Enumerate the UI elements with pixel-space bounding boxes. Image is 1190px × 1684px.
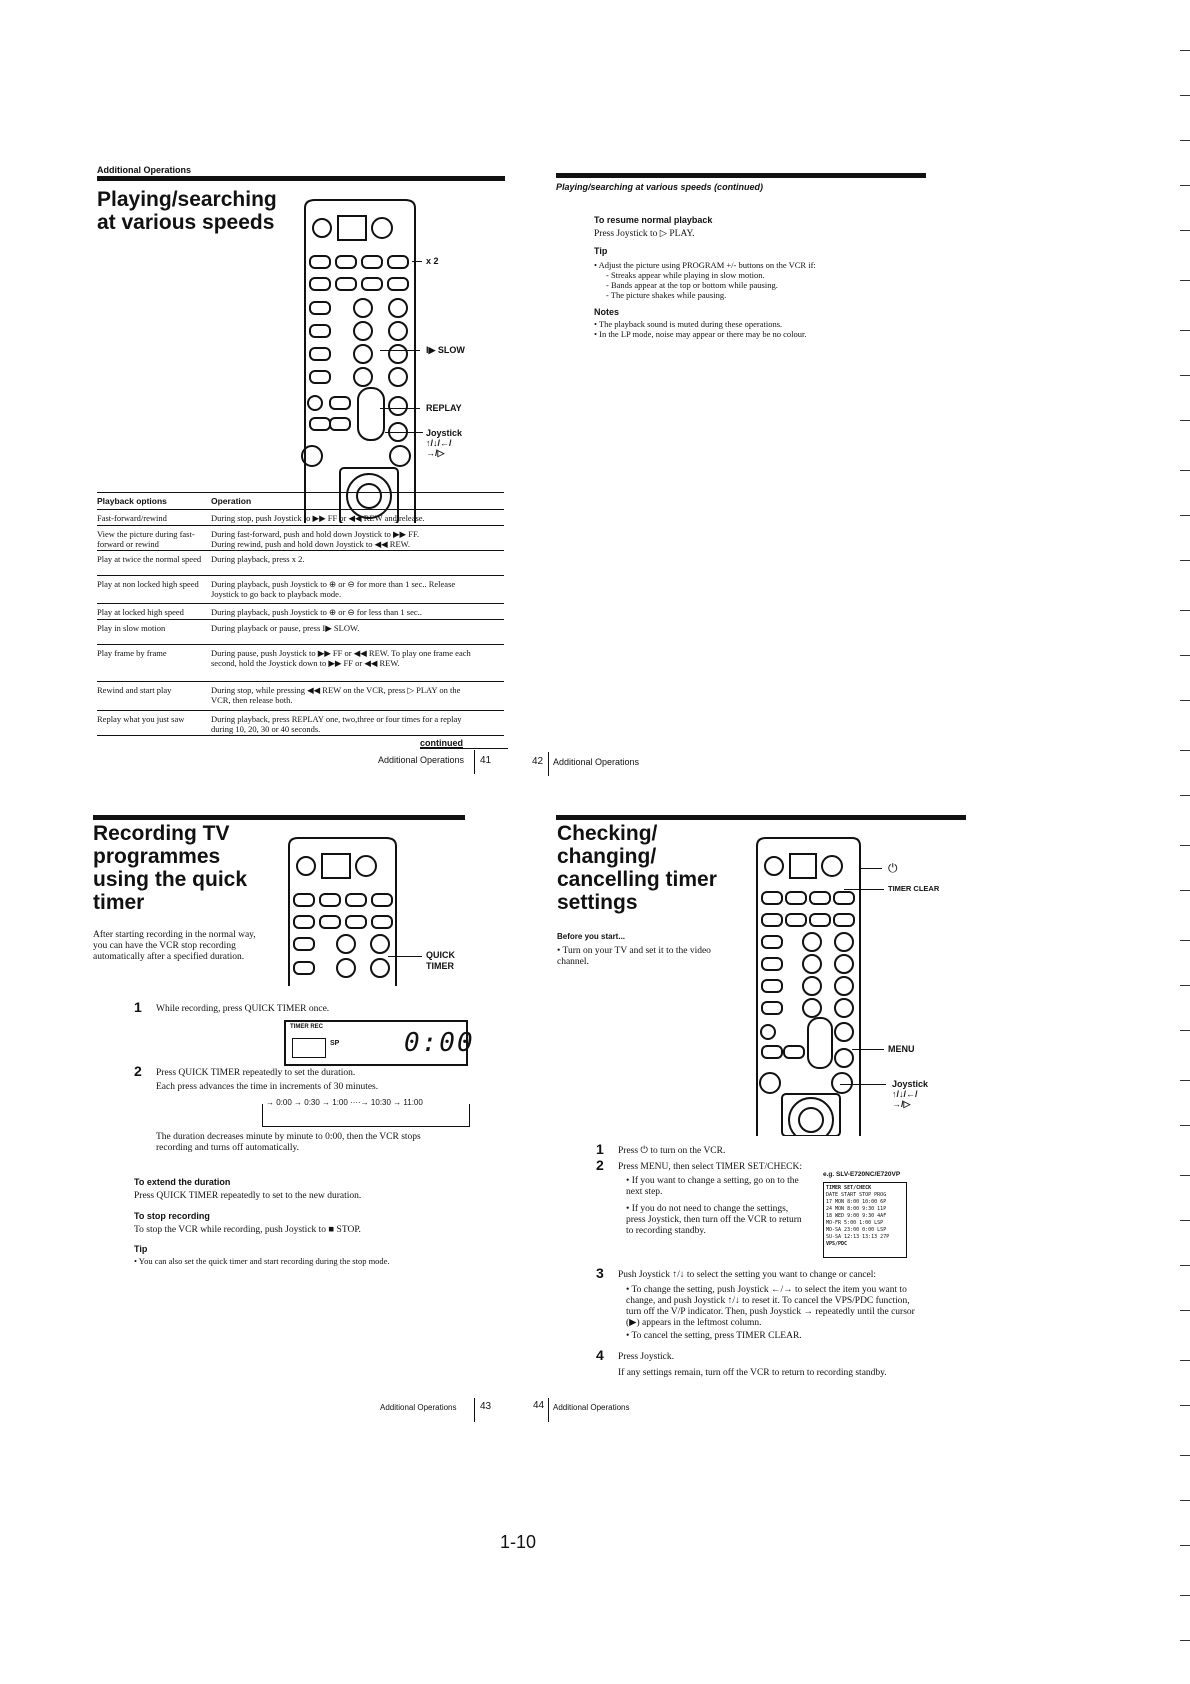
footer-label: Additional Operations: [553, 1403, 630, 1412]
timer-screen: [823, 1182, 907, 1258]
step-text: Press QUICK TIMER repeatedly to set the duration.: [156, 1068, 356, 1078]
table-row: [97, 603, 504, 619]
callout-joystick-arrows: →/▷: [426, 448, 445, 458]
title-line: Checking/: [557, 822, 658, 845]
table-row: [97, 550, 504, 575]
row-option: Rewind and start play: [97, 685, 172, 695]
page-number: 43: [480, 1401, 492, 1412]
extend-text: Press QUICK TIMER repeatedly to set to the new duration.: [134, 1191, 362, 1201]
row-option: Play at non locked high speed: [97, 579, 199, 589]
table-row: [97, 644, 504, 681]
sheet-number: 1-10: [500, 1532, 537, 1552]
title-line: Recording TV: [93, 822, 230, 845]
duration-note: The duration decreases minute by minute to 0:00, then the VCR stops recording and turns off automatically.: [156, 1132, 421, 1153]
callout-x2: x 2: [426, 256, 439, 266]
step2-bullets: • If you want to change a setting, go on to the next step. • If you do not need to change the settings, press Joystick, then turn off the VCR to return to recording standby.: [626, 1176, 802, 1236]
footer-label: Additional Operations: [378, 755, 465, 765]
table-row: [97, 525, 504, 550]
table-header-options: Playback options: [97, 496, 167, 506]
display-sp: SP: [330, 1040, 340, 1047]
bullet-text: To change the setting, push Joystick ←/→ to select the item you want to change, and push Joystick ↑/↓ to reset it. To cancel the VPS/PDC function, turn off the V/P indicator. Then, push Joystick → repeatedly until the cursor (▶) appears in the leftmost column.: [626, 1285, 915, 1328]
row-option: View the picture during fast-forward or rewind: [97, 529, 195, 549]
screen-row: DATE START STOP PROG: [826, 1192, 887, 1198]
continued-label: continued: [420, 738, 463, 748]
table-row: [97, 681, 504, 710]
step-text: Press ⏻ to turn on the VCR.: [618, 1146, 726, 1156]
bullet-text: If you do not need to change the settings, press Joystick, then turn off the VCR to return to recording standby.: [626, 1204, 802, 1236]
tip-heading: Tip: [594, 246, 608, 256]
bullet-text: To cancel the setting, press TIMER CLEAR.: [631, 1331, 802, 1341]
before-heading: Before you start...: [557, 932, 626, 941]
sequence-loop: [262, 1104, 470, 1127]
screen-row: SU-SA 12:13 13:13 27P: [826, 1234, 890, 1240]
screen-row: MO-SA 23:00 0:00 LSP: [826, 1227, 887, 1233]
table-row: [97, 710, 504, 736]
note-item: The playback sound is muted during these operations.: [598, 319, 783, 329]
screen-footer: VPS/PDC: [826, 1241, 848, 1247]
table-row: [97, 575, 504, 603]
step-number: 4: [596, 1347, 604, 1363]
title-line: programmes: [93, 845, 221, 868]
extend-heading: To extend the duration: [134, 1177, 231, 1187]
row-operation: During playback, push Joystick to ⊕ or ⊖ for less than 1 sec..: [211, 607, 422, 617]
running-header: Playing/searching at various speeds (continued): [556, 182, 764, 192]
step3-bullets: • To change the setting, push Joystick ←/→ to select the item you want to change, and push Joystick ↑/↓ to reset it. To cancel the VPS/PDC function, turn off the V/P indicator. Then, push Joystick → repeatedly until the cursor (▶) appears in the leftmost column. • To cancel the setting, press TIMER CLEAR.: [626, 1285, 915, 1341]
row-operation: During fast-forward, push and hold down Joystick to ▶▶ FF. During rewind, push and hold down Joystick to ◀◀ REW.: [211, 529, 420, 549]
step-text: Press MENU, then select TIMER SET/CHECK:: [618, 1162, 803, 1172]
callout-label: QUICK: [426, 950, 455, 960]
tip-subitem: - Bands appear at the top or bottom while pausing.: [606, 280, 778, 290]
footer-label: Additional Operations: [380, 1403, 457, 1412]
title-line: using the quick: [93, 868, 248, 891]
callout-joystick-label: Joystick: [426, 428, 463, 438]
page-number: 41: [480, 755, 492, 766]
step-number: 2: [134, 1063, 142, 1079]
page-number: 44: [533, 1400, 545, 1411]
callout-label: TIMER: [426, 961, 454, 971]
page-title: [93, 822, 247, 914]
before-item-text: Turn on your TV and set it to the video channel.: [557, 946, 711, 967]
table-row: [97, 619, 504, 644]
step-text: While recording, press QUICK TIMER once.: [156, 1004, 330, 1014]
page-number: 42: [532, 756, 544, 767]
remote-control-illustration: [754, 836, 864, 1136]
timer-display: [284, 1020, 475, 1066]
callout-joystick-arrows: →/▷: [892, 1099, 911, 1109]
title-line: changing/: [557, 845, 657, 868]
step-number: 1: [596, 1141, 604, 1157]
callout-joystick-arrows: ↑/↓/←/: [892, 1089, 918, 1099]
title-line: timer: [93, 891, 145, 914]
row-operation: During stop, push Joystick to ▶▶ FF or ◀◀ REW and release.: [211, 513, 425, 523]
screen-title: TIMER SET/CHECK: [826, 1185, 872, 1191]
screen-row: MO-FR 5:00 1:00 LSP: [826, 1220, 884, 1226]
tip-text: • You can also set the quick timer and start recording during the stop mode.: [134, 1256, 390, 1266]
intro-text: After starting recording in the normal way, you can have the VCR stop recording automatically after a specified duration.: [93, 930, 256, 962]
notes-list: • The playback sound is muted during these operations. • In the LP mode, noise may appear or there may be no colour.: [594, 319, 807, 339]
callout-slow: I▶ SLOW: [426, 345, 465, 355]
row-operation: During playback, press REPLAY one, two,three or four times for a replay during 10, 20, 30 or 40 seconds.: [211, 714, 462, 734]
step-number: 3: [596, 1265, 604, 1281]
display-label: TIMER REC: [290, 1024, 323, 1030]
title-line: Playing/searching: [97, 188, 277, 211]
row-option: Play in slow motion: [97, 623, 166, 633]
remote-control-illustration: [300, 198, 430, 523]
step-number: 1: [134, 999, 142, 1015]
section-label: Additional Operations: [97, 165, 192, 175]
row-operation: During playback, push Joystick to ⊕ or ⊖ for more than 1 sec.. Release Joystick to go back to playback mode.: [211, 579, 456, 599]
screen-row: 24 MON 8:00 9:30 11P: [826, 1206, 887, 1212]
screen-row: 17 MON 8:00 10:00 6P: [826, 1199, 887, 1205]
row-option: Play frame by frame: [97, 648, 167, 658]
table-row: [97, 509, 504, 525]
title-line: settings: [557, 891, 638, 914]
power-icon: ⏻: [888, 861, 898, 875]
callout-quick-timer: [426, 950, 455, 972]
title-line: cancelling timer: [557, 868, 717, 891]
row-option: Play at locked high speed: [97, 607, 184, 617]
remote-control-illustration: [286, 836, 401, 986]
page-title: [557, 822, 717, 914]
callout-joystick-label: Joystick: [892, 1079, 929, 1089]
before-item: • Turn on your TV and set it to the video channel.: [557, 946, 711, 967]
time-sequence: → 0:00 → 0:30 → 1:00 ····→ 10:30 → 11:00: [266, 1098, 423, 1107]
footer-label: Additional Operations: [553, 757, 640, 767]
callout-timer-clear: TIMER CLEAR: [888, 884, 940, 893]
tip-subitem: - The picture shakes while pausing.: [606, 290, 727, 300]
tip-subitem: - Streaks appear while playing in slow motion.: [606, 270, 765, 280]
tip-block: • Adjust the picture using PROGRAM +/- buttons on the VCR if: - Streaks appear while playing in slow motion. - Bands appear at the top or bottom while pausing. - The picture shakes while pausing.: [594, 260, 894, 300]
callout-replay: REPLAY: [426, 403, 462, 413]
stop-text: To stop the VCR while recording, push Joystick to ■ STOP.: [134, 1225, 361, 1235]
callout-joystick-arrows: ↑/↓/←/: [426, 438, 452, 448]
page-title: [97, 188, 277, 234]
step-text: Press Joystick.: [618, 1352, 674, 1362]
tip-heading: Tip: [134, 1244, 148, 1254]
row-option: Play at twice the normal speed: [97, 554, 202, 564]
note-item: In the LP mode, noise may appear or there may be no colour.: [599, 329, 807, 339]
display-time: 0:00: [404, 1028, 475, 1058]
callout-joystick: [892, 1079, 928, 1109]
row-option: Replay what you just saw: [97, 714, 185, 724]
row-operation: During playback or pause, press I▶ SLOW.: [211, 623, 360, 633]
row-option: Fast-forward/rewind: [97, 513, 167, 523]
row-operation: During pause, push Joystick to ▶▶ FF or ◀◀ REW. To play one frame each second, hold the Joystick down to ▶▶ FF or ◀◀ REW.: [211, 648, 471, 668]
callout-menu: MENU: [888, 1044, 915, 1054]
example-label: e.g. SLV-E720NC/E720VP: [823, 1171, 901, 1178]
callout-joystick: [426, 428, 462, 458]
cassette-icon: [292, 1038, 326, 1058]
table-header-operation: Operation: [211, 496, 252, 506]
resume-text: Press Joystick to ▷ PLAY.: [594, 229, 695, 239]
tip-item: Adjust the picture using PROGRAM +/- buttons on the VCR if:: [598, 260, 816, 270]
step-subtext: If any settings remain, turn off the VCR to return to recording standby.: [618, 1368, 887, 1378]
step-subtext: Each press advances the time in increments of 30 minutes.: [156, 1082, 379, 1092]
screen-row: 18 WED 9:00 9:30 4AF: [826, 1213, 887, 1219]
stop-heading: To stop recording: [134, 1211, 210, 1221]
resume-heading: To resume normal playback: [594, 215, 713, 225]
row-operation: During stop, while pressing ◀◀ REW on the VCR, press ▷ PLAY on the VCR, then release both.: [211, 685, 461, 705]
notes-heading: Notes: [594, 307, 620, 317]
tip-item: You can also set the quick timer and start recording during the stop mode.: [138, 1256, 390, 1266]
bullet-text: If you want to change a setting, go on to the next step.: [626, 1176, 799, 1197]
step-number: 2: [596, 1157, 604, 1173]
step-text: Push Joystick ↑/↓ to select the setting you want to change or cancel:: [618, 1270, 877, 1280]
row-operation: During playback, press x 2.: [211, 554, 305, 564]
title-line: at various speeds: [97, 211, 275, 234]
